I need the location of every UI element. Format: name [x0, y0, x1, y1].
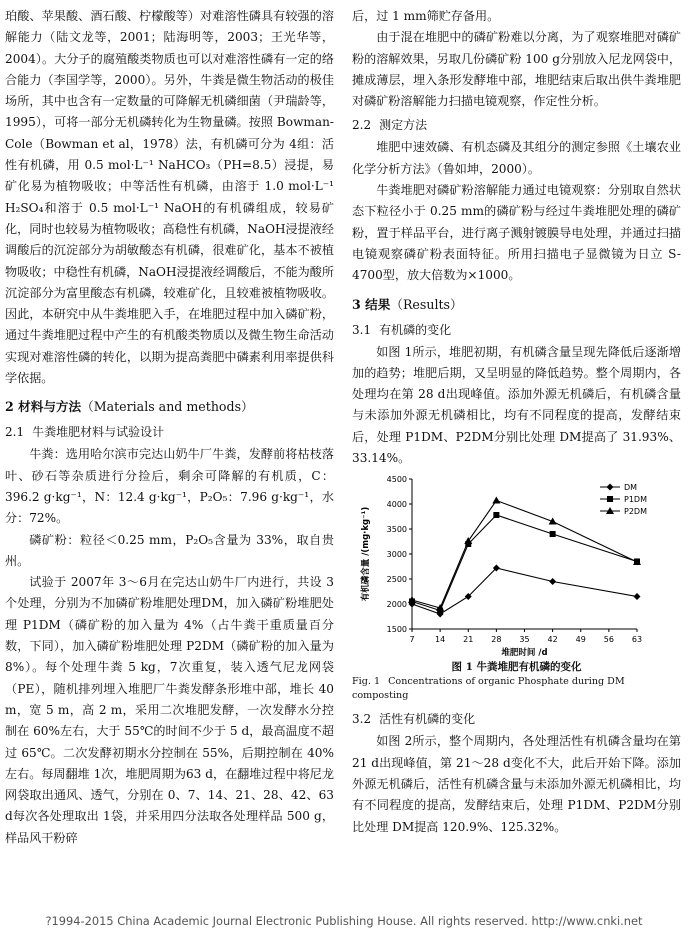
material-paragraph: 牛粪：选用哈尔滨市完达山奶牛厂牛粪，发酵前将枯枝落叶、砂石等杂质进行分捡后，剩余可降解的有机质，C：396.2 g·kg⁻¹，N：12.4 g·kg⁻¹，P₂O₅：7.96 g·kg⁻¹，水分：72%。	[5, 447, 334, 526]
subsection-3-2-heading	[352, 709, 681, 729]
section-2-heading	[5, 397, 334, 417]
subsection-2-1-heading	[5, 422, 334, 442]
continued-paragraph: 后，过 1 mm筛贮存备用。	[352, 9, 500, 23]
subsection-3-1-title: 有机磷的变化	[379, 322, 452, 337]
x-tick-label: 28	[491, 635, 502, 645]
y-tick-label: 3500	[386, 525, 407, 535]
data-point-p1dm	[493, 512, 499, 518]
y-tick-label: 4000	[386, 500, 407, 510]
dissolution-paragraph: 由于混在堆肥中的磷矿粉难以分离，为了观察堆肥对磷矿粉的溶解效果，另取几份磷矿粉 100 g分别放入尼龙网袋中，摊成薄层，埋入条形发酵堆中部，堆肥结束后取出供牛粪堆肥对磷矿粉溶解能力扫描电镜观察，作定性分析。	[352, 30, 681, 109]
method-paragraph: 堆肥中速效磷、有机态磷及其组分的测定参照《土壤农业化学分析方法》（鲁如坤，2000）。	[352, 140, 681, 176]
y-tick-label: 2000	[386, 600, 407, 610]
active-organic-p-paragraph: 如图 2所示，整个周期内，各处理活性有机磷含量均在第 21 d出现峰值，第 21～28 d变化不大，此后开始下降。添加外源无机磷后，活性有机磷含量与未添加外源无机磷相比，均有不同程度的提高，发酵结束后，处理 P1DM、P2DM分别比处理 DM提高 120.9%、125.32%。	[352, 734, 681, 834]
section-3-heading	[352, 295, 681, 315]
data-point-dm	[549, 578, 556, 585]
x-tick-label: 56	[603, 635, 614, 645]
series-line-p2dm	[412, 501, 637, 609]
x-tick-label: 42	[547, 635, 558, 645]
y-tick-label: 1500	[386, 625, 407, 635]
section-2-title-en: （Materials and methods）	[81, 399, 254, 415]
subsection-2-2-heading	[352, 115, 681, 135]
rock-phosphate-paragraph: 磷矿粉：粒径＜0.25 mm，P₂O₅含量为 33%，取自贵州。	[5, 532, 334, 568]
organic-p-paragraph: 如图 1所示，堆肥初期，有机磷含量呈现先降低后逐渐增加的趋势；堆肥后期，又呈明显的降低趋势。整个周期内，各处理均在第 28 d出现峰值。添加外源无机磷后，有机磷含量与未添加外源无机磷相比，均有不同程度的提高，发酵结束后，处理 P1DM、P2DM分别比处理 DM提高了 31.93%、33.14%。	[352, 344, 681, 466]
y-axis-label: 有机磷含量 /(mg·kg⁻¹)	[361, 507, 371, 602]
subsection-3-1-number: 3.1	[352, 322, 372, 337]
subsection-3-2-number: 3.2	[352, 712, 372, 727]
subsection-3-2-title: 活性有机磷的变化	[379, 712, 476, 727]
subsection-2-2-number: 2.2	[352, 118, 372, 133]
subsection-2-1-number: 2.1	[5, 425, 25, 440]
x-tick-label: 35	[519, 635, 530, 645]
series-line-dm	[412, 568, 637, 614]
intro-paragraph: 珀酸、苹果酸、酒石酸、柠檬酸等）对难溶性磷具有较强的溶解能力（陆文龙等，2001；陆海明等，2003；王光华等，2004）。大分子的腐殖酸类物质也可以对难溶性磷有一定的络合能力（李国学等，2000）。另外，牛粪是微生物活动的极佳场所，其中也含有一定数量的可降解无机磷细菌（尹瑞龄等，1995），可将一部分无机磷转化为生物量磷。按照 Bowman-Cole（Bowman et al，1978）法，有机磷可分为 4组：活性有机磷，用 0.5 mol·L⁻¹ NaHCO₃（PH=8.5）浸提，易矿化易为植物吸收；中等活性有机磷，由溶于 1.0 mol·L⁻¹ H₂SO₄和溶于 0.5 mol·L⁻¹ NaOH的有机磷组成，较易矿化，同时也较易为植物吸收；高稳性有机磷，NaOH浸提液经调酸后的沉淀部分为胡敏酸态有机磷，很难矿化，基本不被植物吸收；中稳性有机磷，NaOH浸提液经调酸后，不能为酸所沉淀部分为富里酸态有机磷，较难矿化，且较难被植物吸收。因此，本研究中从牛粪堆肥入手，在堆肥过程中加入磷矿粉，通过牛粪堆肥过程中产生的有机酸类物质以及微生物生命活动实现对难溶性磷的转化，以期为提高粪肥中磷素利用率提供科学依据。	[5, 9, 334, 386]
x-tick-label: 21	[463, 635, 474, 645]
figure-1-caption-en	[352, 675, 681, 703]
legend-marker-dm	[607, 484, 614, 491]
figure-1-caption: 图 1 牛粪堆肥有机磷的变化	[451, 661, 582, 674]
y-tick-label: 3000	[386, 550, 407, 560]
x-tick-label: 7	[409, 635, 415, 645]
section-3-title: 3 结果	[352, 296, 391, 312]
x-tick-label: 63	[631, 635, 643, 645]
copyright-footer: ?1994-2015 China Academic Journal Electronic Publishing House. All rights reserved. http://www.cnki.net	[45, 914, 643, 928]
legend-label-p1dm: P1DM	[624, 495, 647, 505]
subsection-2-1-title: 牛粪堆肥材料与试验设计	[32, 425, 165, 440]
y-tick-label: 2500	[386, 575, 407, 585]
data-point-p1dm	[550, 531, 556, 537]
sem-paragraph: 牛粪堆肥对磷矿粉溶解能力通过电镜观察：分别取自然状态下粒径小于 0.25 mm的磷矿粉与经过牛粪堆肥处理的磷矿粉，置于样品平台，进行离子溅射镀膜导电处理，并通过扫描电镜观察磷矿粉表面特征。所用扫描电子显微镜为日立 S-4700型，放大倍数为×1000。	[352, 183, 681, 283]
right-column	[352, 6, 681, 838]
x-tick-label: 49	[575, 635, 586, 645]
left-column	[5, 6, 334, 849]
legend-label-p2dm: P2DM	[624, 507, 647, 517]
series-line-p1dm	[412, 515, 637, 611]
y-tick-label: 4500	[386, 475, 407, 485]
section-3-title-en: （Results）	[390, 296, 463, 312]
section-2-title: 2 材料与方法	[5, 399, 82, 415]
data-point-dm	[634, 593, 641, 600]
trial-design-paragraph: 试验于 2007年 3～6月在完达山奶牛厂内进行，共设 3个处理，分别为不加磷矿粉堆肥处理DM，加入磷矿粉堆肥处理 P1DM（磷矿粉的加入量为 4%（占牛粪干重质量百分数，下同），加入磷矿粉堆肥处理 P2DM（磷矿粉的加入量为 8%）。每个处理牛粪 5 kg，7次重复，装入透气尼龙网袋（PE），随机排列埋入堆肥厂牛粪发酵条形堆中部，堆长 40 m，宽 5 m，高 2 m，采用二次堆肥发酵，一次发酵水分控制在 60%左右，大于 55℃的时间不少于 5 d，最高温度不超过 65℃。二次发酵初期水分控制在 55%，后期控制在 40%左右。每周翻堆 1次，堆肥周期为63 d，在翻堆过程中将尼龙网袋取出通风、透气，分别在 0、7、14、21、28、42、63 d每次各处理取出 1袋，并采用四分法取各处理样品 500 g，样品风干粉碎	[5, 575, 334, 845]
figure-1-label-en: Fig. 1	[352, 676, 381, 688]
subsection-3-1-heading	[352, 320, 681, 340]
legend-label-dm: DM	[624, 483, 638, 493]
figure-1-chart	[352, 473, 681, 657]
subsection-2-2-title: 测定方法	[379, 118, 428, 133]
figure-1-caption-en-text: Concentrations of organic Phosphate during DM composting	[352, 676, 625, 702]
x-axis-label: 堆肥时间 /d	[501, 648, 548, 658]
x-tick-label: 14	[435, 635, 446, 645]
legend-marker-p1dm	[607, 496, 613, 502]
data-point-p2dm	[492, 497, 500, 504]
